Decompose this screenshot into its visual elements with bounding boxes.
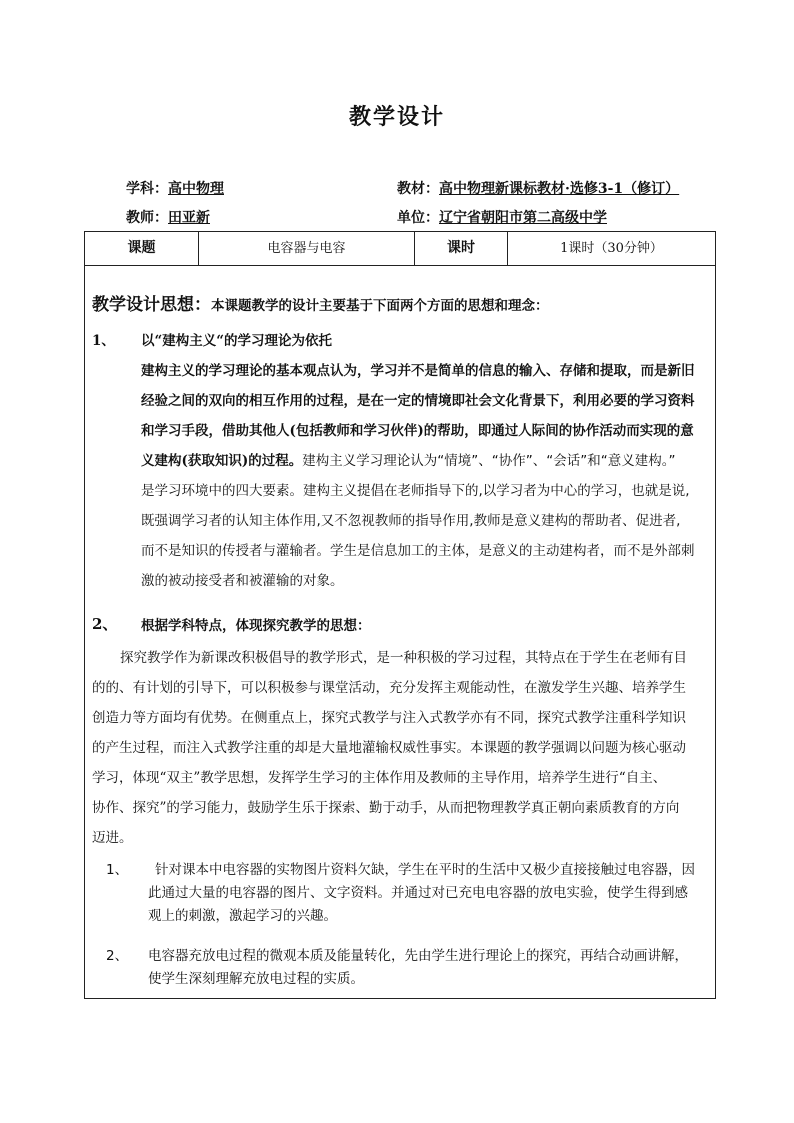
- item1-line: 针对课本中电容器的实物图片资料欠缺，学生在平时的生活中又极少直接接触过电容器，因: [155, 862, 695, 878]
- section1-number: 1、: [92, 333, 115, 349]
- teacher-field: [126, 207, 210, 227]
- subject-value: 高中物理: [168, 181, 224, 197]
- topic-label: 课题: [127, 240, 156, 256]
- section1-title: 以“建构主义“的学习理论为依托: [141, 333, 333, 349]
- unit-field: [397, 207, 607, 227]
- section1-line: 经验之间的双向的相互作用的过程，是在一定的情境即社会文化背景下，利用必要的学习资料: [141, 393, 695, 409]
- section2-title: 根据学科特点，体现探究教学的思想：: [141, 618, 371, 634]
- section1-line: 是学习环境中的四大要素。建构主义提倡在老师指导下的,以学习者为中心的学习，也就是说,: [141, 483, 690, 499]
- section1-line: 建构主义的学习理论的基本观点认为，学习并不是简单的信息的输入、存储和提取，而是新旧: [141, 363, 695, 379]
- section2-line: 创造力等方面均有优势。在侧重点上，探究式教学与注入式教学亦有不同，探究式教学注重科学知识: [92, 710, 686, 726]
- teacher-label: 教师：: [126, 210, 168, 226]
- section2-number: 2、: [92, 615, 118, 633]
- design-heading-line: [92, 290, 549, 315]
- item2-line: 使学生深刻理解充放电过程的实质。: [148, 971, 364, 987]
- item2-line: 电容器充放电过程的微观本质及能量转化，先由学生进行理论上的探究，再结合动画讲解，: [148, 948, 688, 964]
- textbook-value: 高中物理新课标教材·选修3-1（修订）: [439, 181, 680, 197]
- topic-value: 电容器与电容: [267, 241, 346, 256]
- section1-line: 而不是知识的传授者与灌输者。学生是信息加工的主体，是意义的主动建构者，而不是外部刺: [141, 543, 695, 559]
- textbook-label: 教材：: [397, 181, 439, 197]
- subject-label: 学科：: [126, 181, 168, 197]
- unit-label: 单位：: [397, 210, 439, 226]
- page-title: 教学设计: [348, 104, 445, 130]
- design-heading: 教学设计思想：: [92, 295, 211, 315]
- item2-number: 2、: [106, 948, 129, 964]
- section1-line: 激的被动接受者和被灌输的对象。: [141, 573, 344, 589]
- teacher-value: 田亚新: [168, 210, 210, 226]
- section2-line: 协作、探究”的学习能力，鼓励学生乐于探索、勤于动手，从而把物理教学真正朝向素质教育的方向: [92, 800, 680, 816]
- section2-line: 迈进。: [92, 830, 133, 846]
- subject-field: [126, 178, 224, 198]
- section2-line: 的的、有计划的引导下，可以积极参与课堂活动，充分发挥主观能动性，在激发学生兴趣、培养学生: [92, 680, 686, 696]
- section1-line-rest: 建构主义学习理论认为“情境”、“协作”、“会话”和“意义建构。”: [302, 453, 676, 469]
- section2-line: 的产生过程，而注入式教学注重的却是大量地灌输权威性事实。本课题的教学强调以问题为核心驱动: [92, 740, 686, 756]
- table-header-row: [85, 232, 715, 266]
- item1-line: 此通过大量的电容器的图片、文字资料。并通过对已充电电容器的放电实验，使学生得到感: [148, 885, 688, 901]
- period-value: 1课时（30分钟）: [560, 241, 663, 256]
- item1-line: 观上的刺激，激起学习的兴趣。: [148, 908, 337, 924]
- section2-line: 学习，体现“双主”教学思想，发挥学生学习的主体作用及教师的主导作用，培养学生进行“自主、: [92, 770, 667, 786]
- section2-line: 探究教学作为新课改积极倡导的教学形式，是一种积极的学习过程，其特点在于学生在老师有目: [120, 650, 687, 666]
- design-table: [84, 231, 716, 999]
- unit-value: 辽宁省朝阳市第二高级中学: [439, 210, 607, 226]
- section1-line: 和学习手段，借助其他人(包括教师和学习伙伴)的帮助，即通过人际间的协作活动而实现的意: [141, 423, 694, 439]
- section1-line-bold: 义建构(获取知识)的过程。: [141, 453, 303, 469]
- section1-line: [141, 449, 675, 469]
- design-intro: 本课题教学的设计主要基于下面两个方面的思想和理念：: [211, 298, 549, 314]
- section1-line: 既强调学习者的认知主体作用,又不忽视教师的指导作用,教师是意义建构的帮助者、促进者,: [141, 513, 681, 529]
- period-label: 课时: [447, 240, 475, 256]
- textbook-field: [397, 178, 679, 198]
- item1-number: 1、: [106, 862, 129, 878]
